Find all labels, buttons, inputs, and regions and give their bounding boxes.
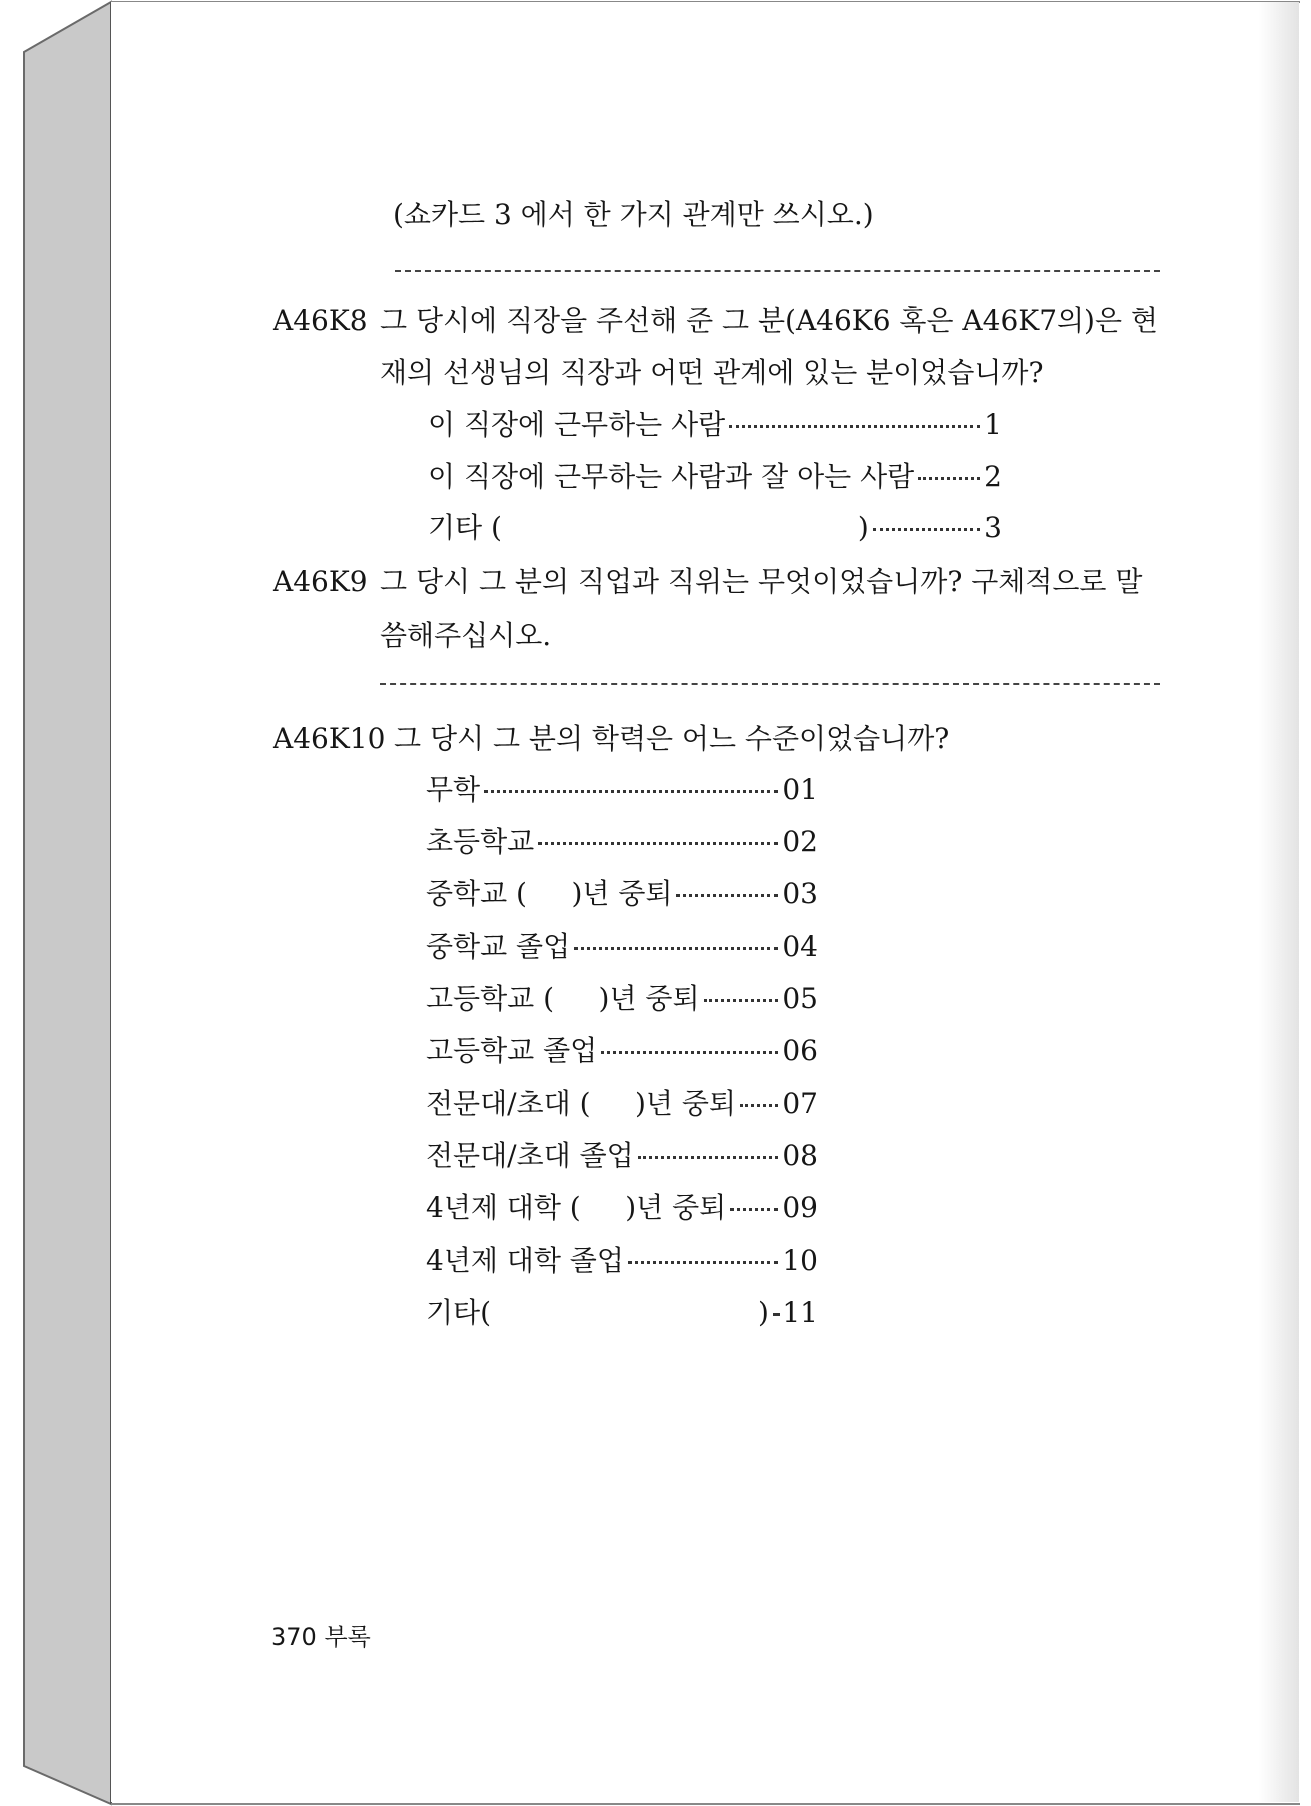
option-label: 초등학교 xyxy=(426,825,535,858)
option-label: 이 직장에 근무하는 사람 xyxy=(428,408,726,441)
option-label: 중학교 졸업 xyxy=(426,930,571,963)
answer-line xyxy=(395,270,1160,272)
option-code: 08 xyxy=(782,1139,818,1172)
leader-dots xyxy=(729,425,980,428)
option-label: 고등학교 ( )년 중퇴 xyxy=(426,982,700,1015)
option-code: 01 xyxy=(782,773,818,806)
answer-option xyxy=(428,460,1002,494)
option-label: 4년제 대학 ( )년 중퇴 xyxy=(426,1191,727,1224)
option-label: 전문대/초대 졸업 xyxy=(426,1139,634,1172)
page-footer xyxy=(271,1622,371,1652)
answer-option xyxy=(426,1139,818,1173)
answer-option xyxy=(426,982,818,1016)
answer-option xyxy=(426,1034,818,1068)
answer-option xyxy=(426,773,818,807)
question-text: 씀해주십시오. xyxy=(380,619,552,652)
question-text: 그 당시 그 분의 직업과 직위는 무엇이었습니까? 구체적으로 말 xyxy=(380,565,1143,598)
option-code: 3 xyxy=(984,511,1002,544)
leader-dots xyxy=(676,894,778,897)
option-code: 09 xyxy=(782,1191,818,1224)
answer-option xyxy=(426,1244,818,1278)
leader-dots xyxy=(538,842,778,845)
option-label: 전문대/초대 ( )년 중퇴 xyxy=(426,1087,736,1120)
leader-dots xyxy=(740,1104,778,1107)
leader-dots xyxy=(628,1261,778,1264)
answer-option xyxy=(426,930,818,964)
option-code: 2 xyxy=(984,460,1002,493)
option-label: 중학교 ( )년 중퇴 xyxy=(426,877,673,910)
option-code: 1 xyxy=(984,408,1002,441)
leader-dots xyxy=(601,1051,778,1054)
answer-option xyxy=(426,825,818,859)
option-label: 이 직장에 근무하는 사람과 잘 아는 사람 xyxy=(428,460,915,493)
leader-dots xyxy=(704,999,779,1002)
leader-dots xyxy=(574,947,778,950)
option-label: 고등학교 졸업 xyxy=(426,1034,598,1067)
question-text: 그 당시에 직장을 주선해 준 그 분(A46K6 혹은 A46K7의)은 현 xyxy=(380,304,1158,337)
option-code: 02 xyxy=(782,825,818,858)
question-text: 그 당시 그 분의 학력은 어느 수준이었습니까? xyxy=(394,722,950,755)
option-label: 기타 ( ) xyxy=(428,511,869,544)
leader-dots xyxy=(873,528,980,531)
option-code: 05 xyxy=(782,982,818,1015)
option-code: 10 xyxy=(782,1244,818,1277)
page-number: 370 xyxy=(271,1623,317,1651)
question-text: 재의 선생님의 직장과 어떤 관계에 있는 분이었습니까? xyxy=(380,356,1044,389)
leader-dots xyxy=(773,1313,778,1316)
page-edge-shadow xyxy=(1259,2,1299,1802)
question-code: A46K9 xyxy=(273,565,368,598)
leader-dots xyxy=(730,1208,778,1211)
option-label: 무학 xyxy=(426,773,481,806)
leader-dots xyxy=(638,1156,779,1159)
answer-option xyxy=(426,1296,818,1330)
answer-option xyxy=(428,511,1002,545)
showcard-instruction: (쇼카드 3 에서 한 가지 관계만 쓰시오.) xyxy=(393,198,874,231)
answer-option xyxy=(426,877,818,911)
option-code: 11 xyxy=(782,1296,818,1329)
leader-dots xyxy=(918,477,980,480)
question-code: A46K10 xyxy=(273,722,386,755)
option-code: 04 xyxy=(782,930,818,963)
question-code: A46K8 xyxy=(273,304,368,337)
option-label: 기타( ) xyxy=(426,1296,769,1329)
option-code: 03 xyxy=(782,877,818,910)
option-code: 07 xyxy=(782,1087,818,1120)
section-name: 부록 xyxy=(324,1623,371,1651)
answer-option xyxy=(426,1191,818,1225)
option-label: 4년제 대학 졸업 xyxy=(426,1244,624,1277)
answer-line xyxy=(380,683,1160,685)
option-code: 06 xyxy=(782,1034,818,1067)
answer-option xyxy=(428,408,1002,442)
leader-dots xyxy=(484,790,778,793)
answer-option xyxy=(426,1087,818,1121)
